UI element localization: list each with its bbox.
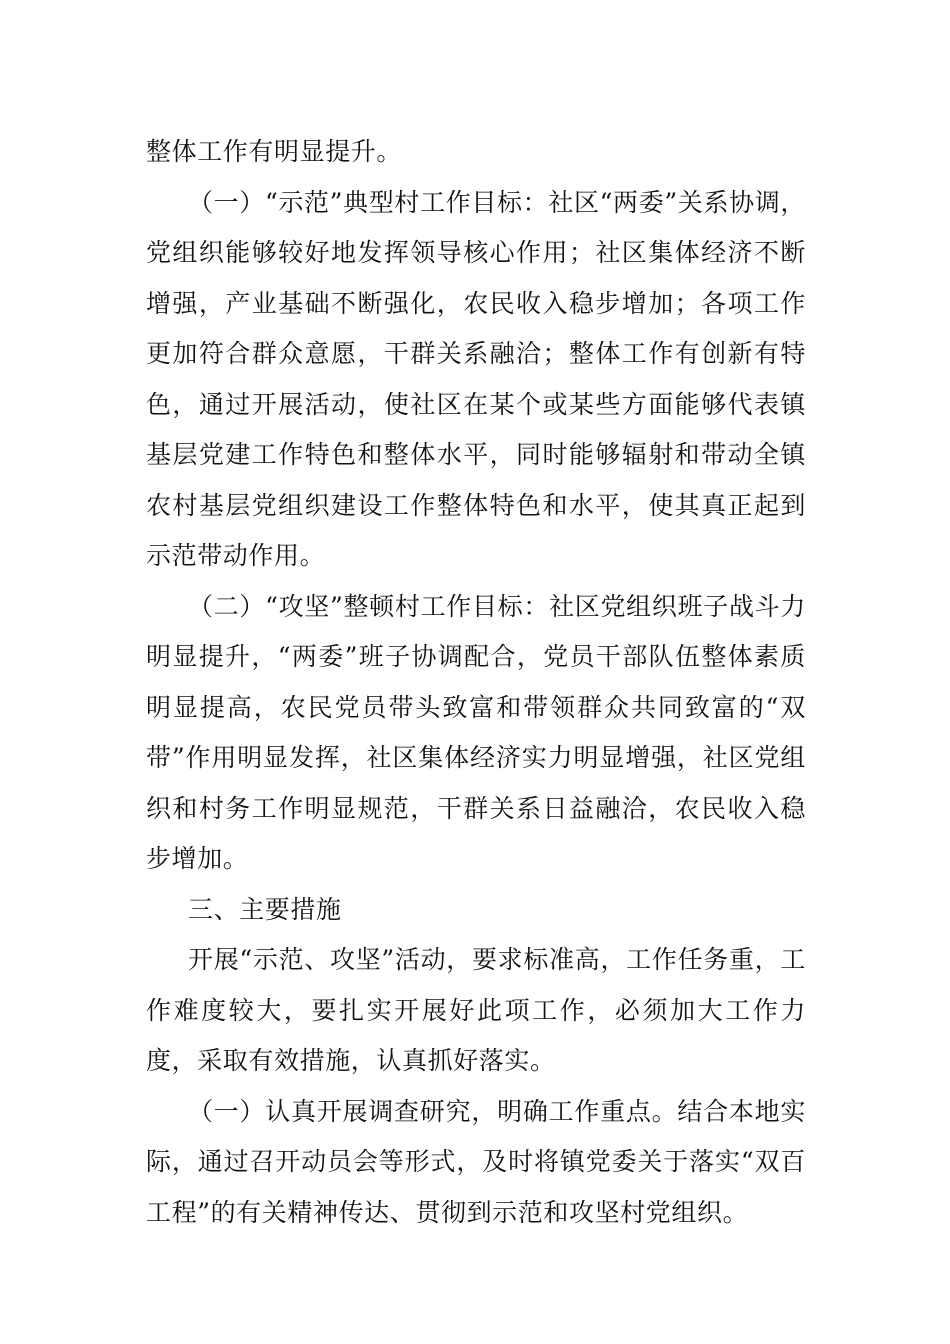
paragraph-rectification-village-goal: （二）“攻坚”整顿村工作目标：社区党组织班子战斗力明显提升，“两委”班子协调配合，党员干部队伍整体素质明显提高，农民党员带头致富和带领群众共同致富的“双带”作用明显发挥，社区集体经济实力明显增强，社区党组织和村务工作明显规范，干群关系日益融洽，农民收入稳步增加。 — [146, 591, 806, 873]
section-heading-main-measures: 三、主要措施 — [188, 894, 342, 924]
paragraph-continuation: 整体工作有明显提升。 — [146, 137, 403, 166]
document-body — [146, 127, 806, 1238]
paragraph-measures-intro: 开展“示范、攻坚”活动，要求标准高，工作任务重，工作难度较大，要扎实开展好此项工作，必须加大工作力度，采取有效措施，认真抓好落实。 — [146, 945, 806, 1075]
paragraph-measure-one: （一）认真开展调查研究，明确工作重点。结合本地实际，通过召开动员会等形式，及时将镇党委关于落实“双百工程”的有关精神传达、贯彻到示范和攻坚村党组织。 — [146, 1096, 806, 1227]
paragraph-demonstration-village-goal: （一）“示范”典型村工作目标：社区“两委”关系协调，党组织能够较好地发挥领导核心作用；社区集体经济不断增强，产业基础不断强化，农民收入稳步增加；各项工作更加符合群众意愿，干群关系融洽；整体工作有创新有特色，通过开展活动，使社区在某个或某些方面能够代表镇基层党建工作特色和整体水平，同时能够辐射和带动全镇农村基层党组织建设工作整体特色和水平，使其真正起到示范带动作用。 — [146, 187, 806, 570]
